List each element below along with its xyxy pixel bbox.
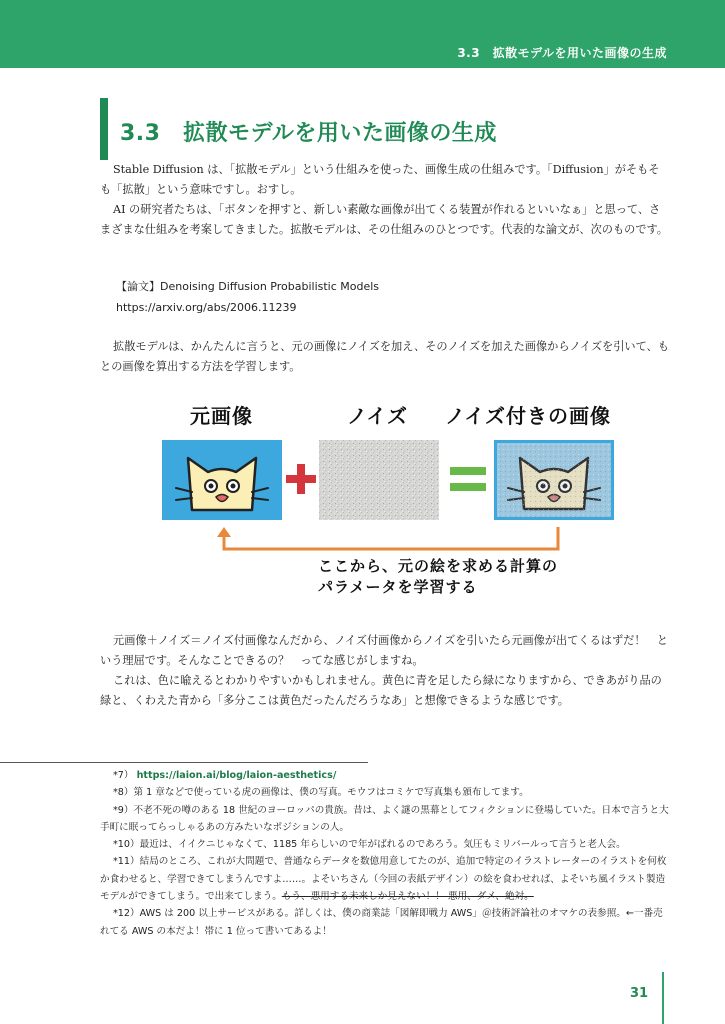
footnote-mark: *11）	[113, 856, 140, 868]
diagram-label-noisy: ノイズ付きの画像	[445, 404, 611, 428]
footnotes	[100, 767, 670, 940]
body-paragraphs-explanation	[100, 631, 670, 711]
diagram-caption-line-2: パラメータを学習する	[318, 578, 478, 596]
page-number-rule	[662, 972, 664, 1024]
return-arrow	[212, 525, 564, 555]
running-header-title: 3.3 拡散モデルを用いた画像の生成	[457, 46, 667, 60]
footnote-mark: *9）	[113, 804, 134, 816]
footnote-10	[100, 836, 670, 853]
intro-paragraph-2: AI の研究者たちは、「ボタンを押すと、新しい素敵な画像が出てくる装置が作れるといいなぁ」と思って、さまざまな仕組みを考案してきました。拡散モデルは、その仕組みのひとつです。代表的な論文が、次のものです。	[100, 203, 668, 236]
footnote-mark: *12）	[113, 908, 140, 920]
footnote-mark: *7）	[113, 770, 134, 781]
footnote-text: 結局のところ、これが大問題で、普通ならデータを数億用意してたのが、追加で特定のイラストレーターのイラストを何枚か食わせると、学習できてしまうんですよ……。よそいちさん（今回の表紙デザイン）の絵を食わせれば、よそいち風イラスト製造モデルができてしまう。で出来てしまう。	[100, 856, 667, 903]
citation-url[interactable]: https://arxiv.org/abs/2006.11239	[116, 301, 297, 314]
citation-title: Denoising Diffusion Probabilistic Models	[160, 280, 380, 293]
body-paragraph-2: 元画像＋ノイズ＝ノイズ付画像なんだから、ノイズ付画像からノイズを引いたら元画像が出てくるはずだ！ という理屈です。そんなことできるの？ ってな感じがしますね。	[100, 634, 668, 667]
noisy-cat-face-icon	[497, 443, 611, 517]
footnote-12	[100, 905, 670, 940]
body-paragraph-1: 拡散モデルは、かんたんに言うと、元の画像にノイズを加え、そのノイズを加えた画像からノイズを引いて、もとの画像を算出する方法を学習します。	[100, 340, 669, 373]
intro-paragraphs	[100, 160, 670, 240]
footnote-9	[100, 802, 670, 837]
footnote-text: 第 1 章などで使っている虎の画像は、僕の写真。モウフはコミケで写真集も頒布してます。	[133, 787, 529, 799]
footnote-8	[100, 784, 670, 801]
noisy-image-panel	[494, 440, 614, 520]
footnote-text: AWS は 200 以上サービスがある。詳しくは、僕の商業誌「図解即戦力 AWS」＠技術評論社のオマケの表参照。←一番売れてる AWS の本だよ！帯に 1 位って書いてあるよ！	[100, 908, 663, 937]
diagram-caption-line-1: ここから、元の絵を求める計算の	[318, 557, 559, 575]
diagram-label-noise: ノイズ	[347, 404, 408, 428]
section-title: 3.3 拡散モデルを用いた画像の生成	[120, 121, 497, 146]
footnote-struck-text: もう、悪用する未来しか見えない！！ 悪用、ダメ、絶対。	[281, 891, 534, 903]
footnote-divider	[0, 762, 368, 763]
body-paragraph-diffusion	[100, 337, 670, 377]
body-paragraph-3: これは、色に喩えるとわかりやすいかもしれません。黄色に青を足したら緑になりますから、できあがり品の緑と、くわえた青から「多分ここは黄色だったんだろうなあ」と想像できるような感じです。	[100, 674, 662, 707]
paper-citation	[116, 276, 379, 318]
original-image-panel	[162, 440, 282, 520]
footnote-link[interactable]: https://laion.ai/blog/laion-aesthetics/	[136, 770, 337, 781]
plus-icon	[284, 462, 318, 496]
footnote-11	[100, 853, 670, 905]
section-accent-bar	[100, 98, 108, 160]
intro-paragraph-1: Stable Diffusion は、「拡散モデル」という仕組みを使った、画像生成の仕組みです。「Diffusion」がそもそも「拡散」という意味ですし。おすし。	[100, 163, 660, 196]
equals-icon	[448, 462, 488, 496]
noise-texture	[319, 440, 439, 520]
diagram-caption	[318, 556, 558, 598]
footnote-text: 最近は、イイクニじゃなくて、1185 年らしいので年がばれるのであろう。気圧もミリバールって言うと老人会。	[139, 839, 626, 851]
footnote-7	[100, 767, 670, 784]
noise-image-panel	[319, 440, 439, 520]
page-number: 31	[630, 986, 649, 1001]
footnote-mark: *8）	[113, 787, 134, 799]
footnote-text: 不老不死の噂のある 18 世紀のヨーロッパの貴族。昔は、よく謎の黒幕としてフィクションに登場していた。日本で言うと大手町に眠ってらっしゃるあの方みたいなポジションの人。	[100, 804, 669, 833]
footnote-mark: *10）	[113, 839, 140, 851]
cat-face-icon	[162, 440, 282, 520]
citation-tag: 【論文】	[116, 280, 160, 293]
header-bar	[0, 0, 725, 68]
diagram-label-original: 元画像	[190, 404, 253, 428]
